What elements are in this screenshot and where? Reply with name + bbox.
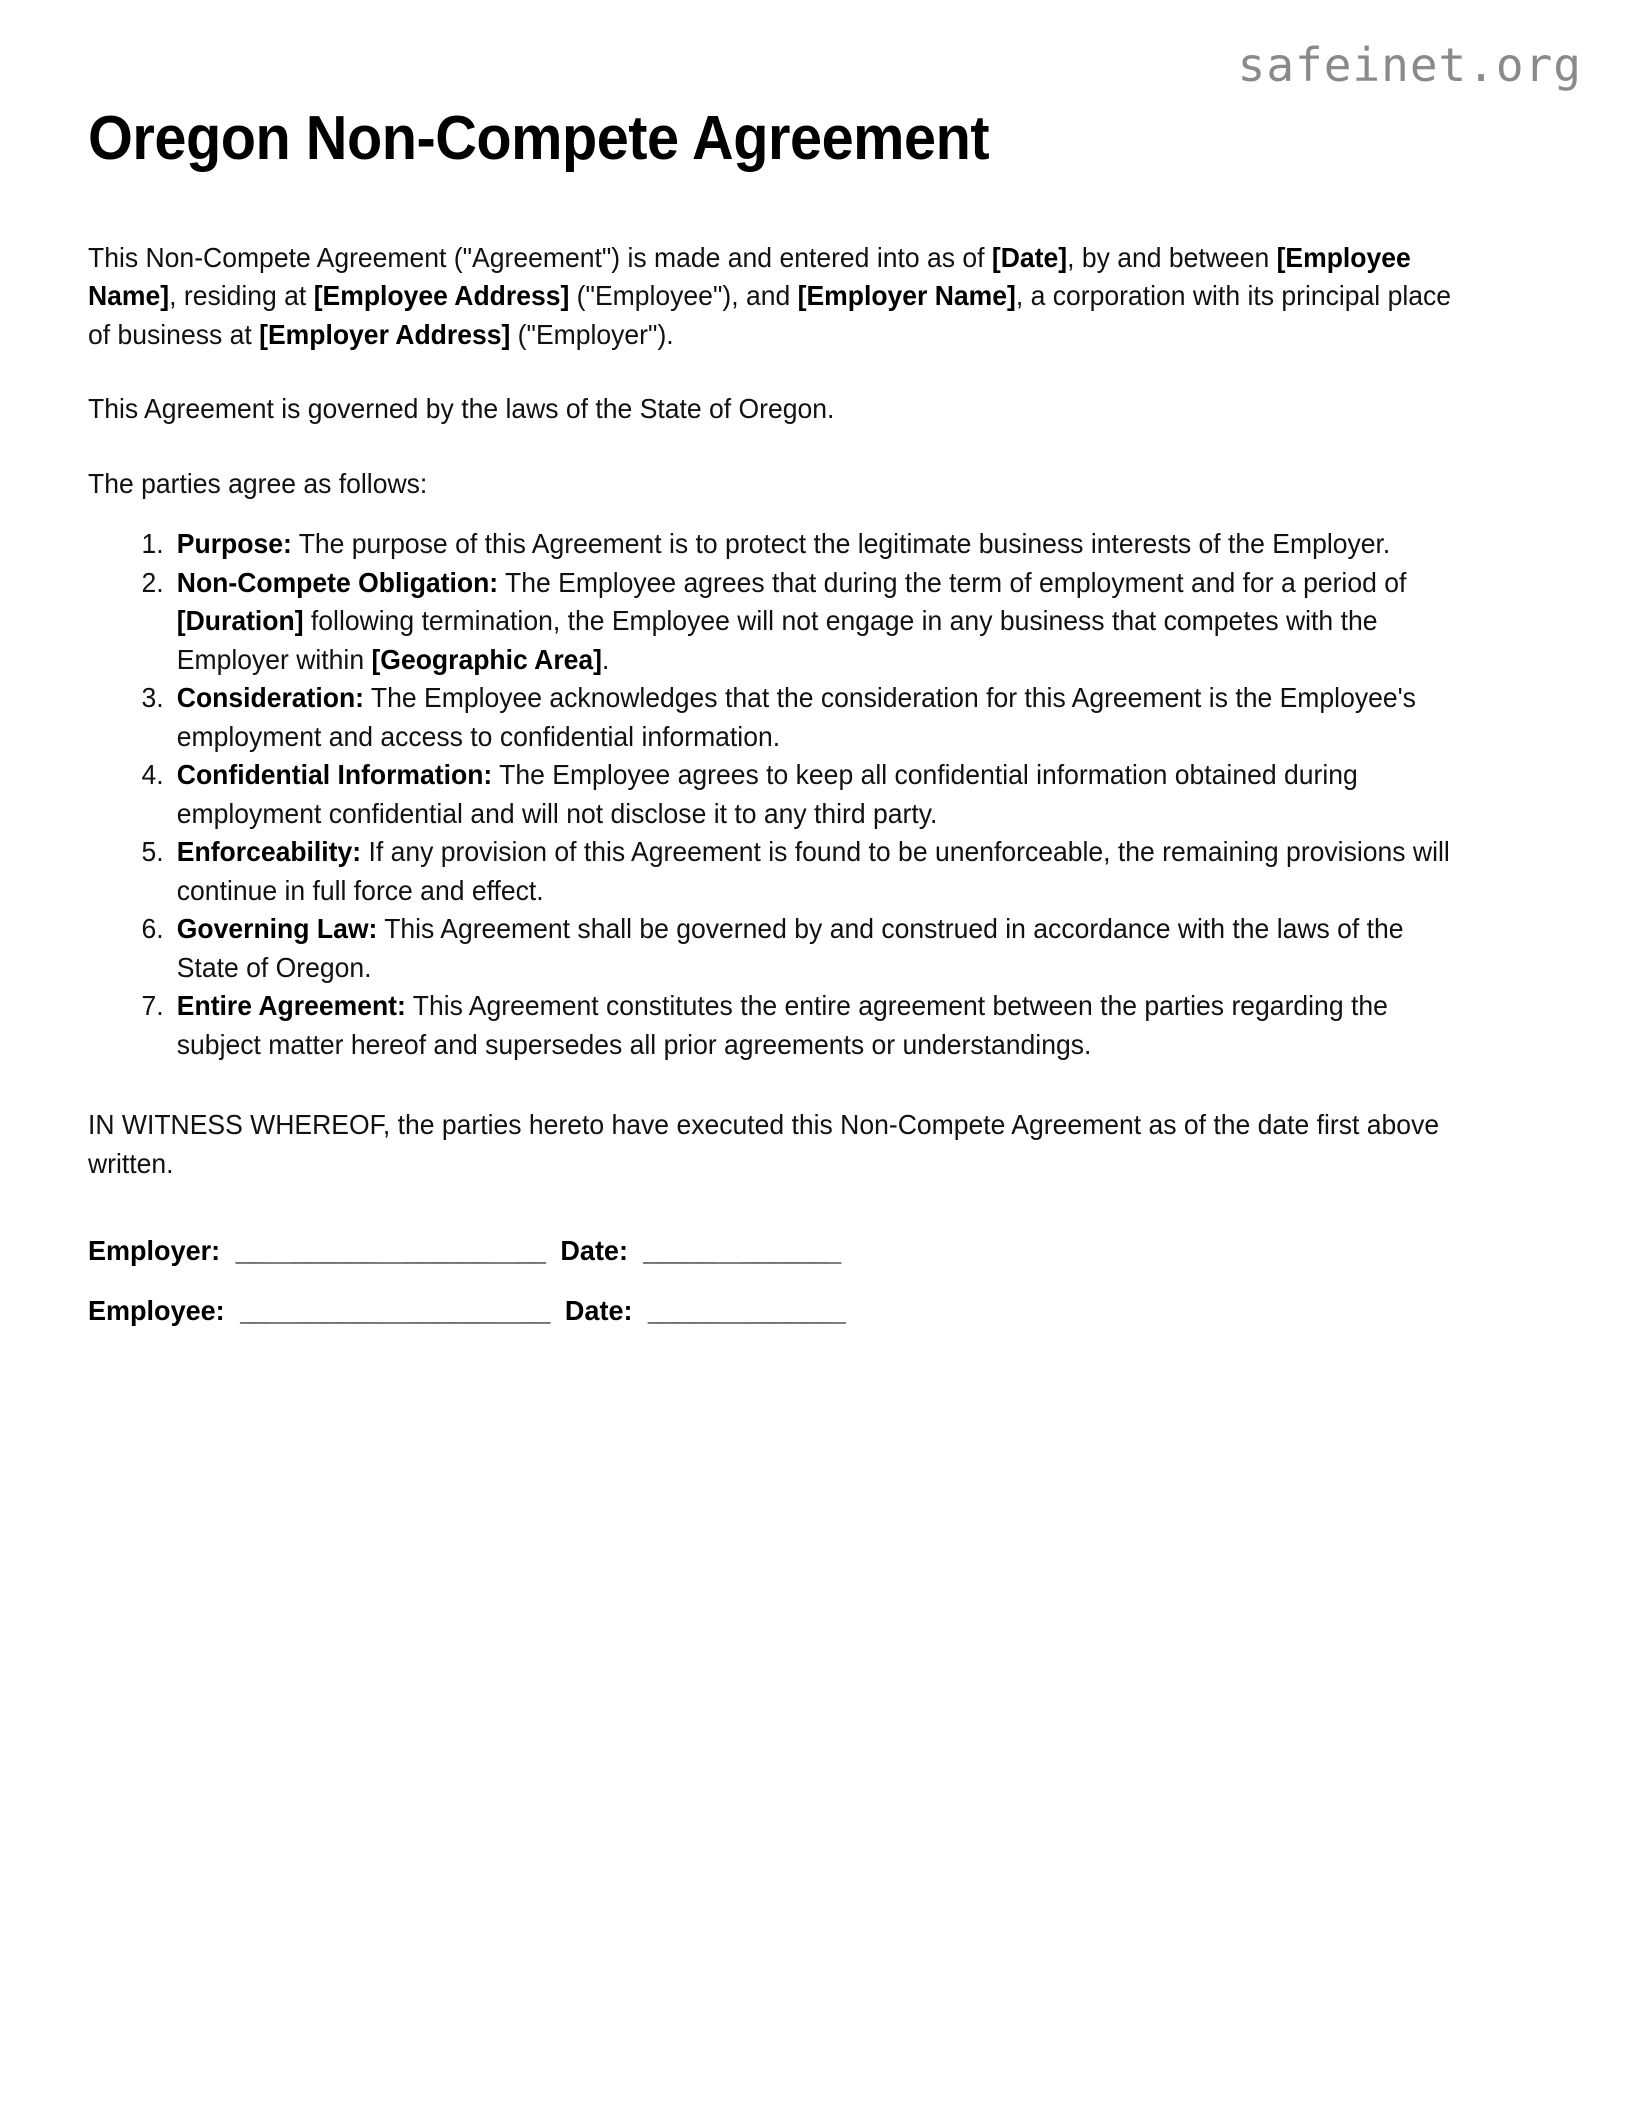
parties-agree-paragraph: The parties agree as follows: [88, 467, 428, 499]
employer-signature-line[interactable]: ______________________ [235, 1235, 545, 1267]
term-text: The Employee agrees to keep all confidential information obtained during employment confidential and will not disclose it to any third party. [176, 759, 1358, 829]
employee-date-label: Date: [564, 1295, 633, 1327]
placeholder-employer-name: [Employer Name] [797, 280, 1016, 312]
term-text: This Agreement constitutes the entire agreement between the parties regarding the subject matter hereof and supersedes all prior agreements or understandings. [176, 990, 1388, 1060]
signature-block [88, 1235, 1520, 1327]
employee-label: Employee: [88, 1295, 225, 1327]
employee-signature-row [88, 1295, 1470, 1327]
term-label: Enforceability: [176, 836, 362, 868]
term-text: The purpose of this Agreement is to protect the legitimate business interests of the Employer. [291, 528, 1391, 560]
placeholder-employee-address: [Employee Address] [313, 280, 570, 312]
term-text: The Employee acknowledges that the consideration for this Agreement is the Employee's employment and access to confidential information. [176, 682, 1416, 752]
term-text: This Agreement shall be governed by and construed in accordance with the laws of the State of Oregon. [176, 913, 1404, 983]
term-label: Entire Agreement: [176, 990, 406, 1022]
intro-seg-5: , a corporation with its principal place of business at [88, 280, 1452, 350]
placeholder-employer-address: [Employer Address] [259, 318, 511, 350]
terms-list [88, 525, 1470, 1064]
intro-seg-2: , by and between [1067, 241, 1277, 273]
document-content [88, 0, 1520, 1355]
employee-date-line[interactable]: ______________ [647, 1295, 845, 1327]
list-item [171, 910, 1470, 987]
employer-date-line[interactable]: ______________ [643, 1235, 841, 1267]
term-label: Consideration: [176, 682, 365, 714]
governing-law-paragraph: This Agreement is governed by the laws of the State of Oregon. [88, 393, 835, 425]
placeholder-date: [Date] [991, 241, 1068, 273]
term-text: The Employee agrees that during the term of employment and for a period of [498, 566, 1407, 598]
list-item [171, 833, 1470, 910]
list-item [171, 679, 1470, 756]
list-item [171, 756, 1470, 833]
employee-signature-line[interactable]: ______________________ [240, 1295, 550, 1327]
term-label: Governing Law: [176, 913, 378, 945]
term-text-3: . [602, 643, 610, 675]
site-watermark: safeinet.org [1237, 38, 1582, 92]
intro-seg-6: ("Employer"). [510, 318, 674, 350]
placeholder-employee-name: [Employee Name] [88, 241, 1411, 312]
closing-paragraph: IN WITNESS WHEREOF, the parties hereto have executed this Non-Compete Agreement as of the date first above written. [88, 1109, 1440, 1179]
page-title: Oregon Non-Compete Agreement [88, 104, 990, 173]
list-item [171, 987, 1470, 1064]
employer-date-label: Date: [560, 1235, 628, 1267]
intro-seg-1: This Non-Compete Agreement ("Agreement") is made and entered into as of [88, 241, 992, 273]
term-text: If any provision of this Agreement is found to be unenforceable, the remaining provisions will continue in full force and effect. [176, 836, 1450, 906]
placeholder-duration: [Duration] [176, 605, 304, 637]
list-item [171, 564, 1470, 680]
list-item [171, 525, 1470, 564]
employer-signature-row [88, 1235, 1470, 1267]
employer-label: Employer: [88, 1235, 221, 1267]
term-text-2: following termination, the Employee will not engage in any business that competes with the Employer within [176, 605, 1378, 675]
term-label: Purpose: [176, 528, 292, 560]
intro-seg-4: ("Employee"), and [569, 280, 798, 312]
term-label: Confidential Information: [176, 759, 493, 791]
intro-seg-3: , residing at [169, 280, 314, 312]
term-label: Non-Compete Obligation: [176, 566, 499, 598]
intro-paragraph [88, 239, 1470, 355]
placeholder-geographic-area: [Geographic Area] [371, 643, 603, 675]
